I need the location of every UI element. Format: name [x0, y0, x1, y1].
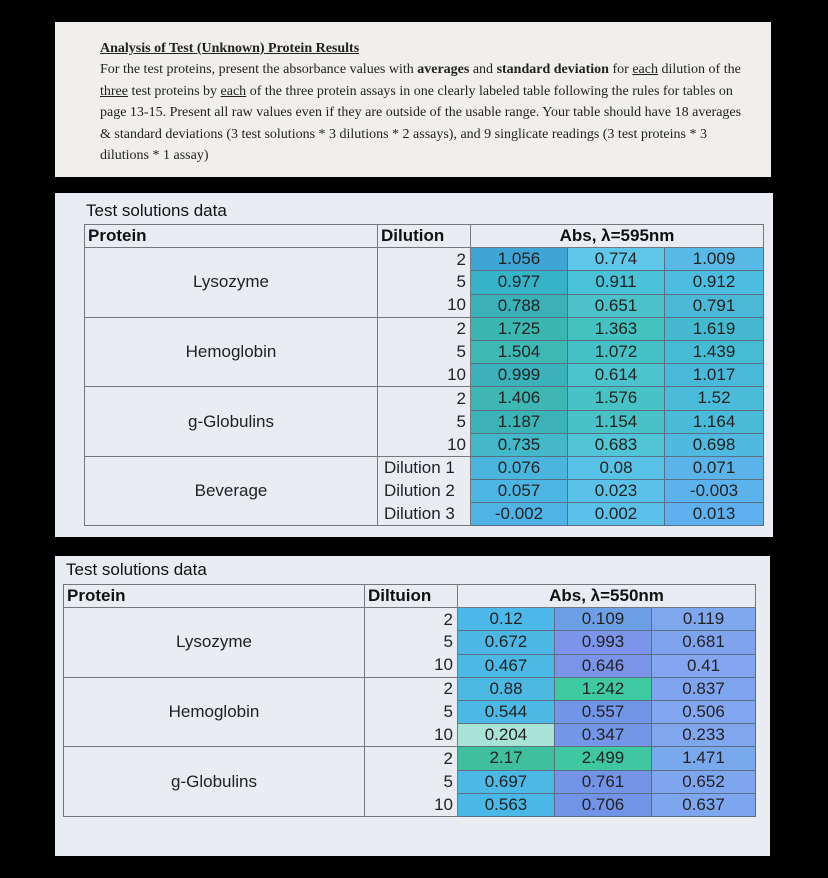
dilution-cell: 10 [365, 654, 458, 677]
spreadsheet-595nm [55, 193, 773, 537]
abs-value-cell: 0.683 [568, 433, 665, 456]
abs-value-cell: 0.788 [471, 294, 568, 317]
abs-value-cell: 1.363 [568, 317, 665, 340]
abs-value-cell: 0.698 [665, 433, 764, 456]
abs-value-cell: 0.002 [568, 503, 665, 526]
protein-header: Protein [85, 225, 378, 248]
abs-value-cell: 0.652 [652, 770, 756, 793]
table-row [64, 747, 756, 770]
abs-value-cell: 0.999 [471, 364, 568, 387]
table-row [64, 677, 756, 700]
abs-value-cell: 1.072 [568, 340, 665, 363]
protein-name: g-Globulins [85, 387, 378, 457]
abs-value-cell: 1.406 [471, 387, 568, 410]
abs-value-cell: 0.347 [555, 724, 652, 747]
protein-header: Protein [64, 585, 365, 608]
abs-value-cell: 0.993 [555, 631, 652, 654]
instructions-text-segment: averages [417, 62, 470, 78]
dilution-cell: 10 [365, 724, 458, 747]
abs-value-cell: 1.164 [665, 410, 764, 433]
dilution-cell: 2 [378, 317, 471, 340]
instructions-text-segment: dilution of the [657, 62, 741, 78]
abs-value-cell: 0.506 [652, 700, 756, 723]
abs-value-cell: 1.504 [471, 340, 568, 363]
protein-name: Hemoglobin [64, 677, 365, 747]
abs-value-cell: 0.12 [458, 608, 555, 631]
abs-value-cell: 1.52 [665, 387, 764, 410]
abs-value-cell: 0.646 [555, 654, 652, 677]
abs-value-cell: 1.009 [665, 248, 764, 271]
dilution-cell: 10 [365, 793, 458, 816]
abs-595-table [84, 224, 764, 526]
dilution-cell: 2 [365, 677, 458, 700]
dilution-cell: 2 [378, 248, 471, 271]
abs-value-cell: 0.761 [555, 770, 652, 793]
abs-value-cell: 1.439 [665, 340, 764, 363]
abs-value-cell: 1.725 [471, 317, 568, 340]
abs-value-cell: 1.471 [652, 747, 756, 770]
dilution-cell: 5 [365, 631, 458, 654]
table-row [85, 387, 764, 410]
abs-value-cell: 0.614 [568, 364, 665, 387]
abs-header: Abs, λ=550nm [458, 585, 756, 608]
abs-value-cell: 0.563 [458, 793, 555, 816]
instructions-text-segment: for [608, 62, 633, 78]
table-row [64, 608, 756, 631]
abs-value-cell: 0.977 [471, 271, 568, 294]
abs-value-cell: 0.911 [568, 271, 665, 294]
abs-value-cell: 0.912 [665, 271, 764, 294]
abs-value-cell: 0.057 [471, 480, 568, 503]
abs-value-cell: 1.242 [555, 677, 652, 700]
abs-value-cell: 0.706 [555, 793, 652, 816]
abs-value-cell: 1.576 [568, 387, 665, 410]
abs-value-cell: 0.233 [652, 724, 756, 747]
abs-value-cell: 0.697 [458, 770, 555, 793]
dilution-cell: Dilution 1 [378, 456, 471, 479]
dilution-cell: 2 [378, 387, 471, 410]
instructions-text-segment: and [469, 62, 497, 78]
protein-name: g-Globulins [64, 747, 365, 817]
abs-value-cell: 1.056 [471, 248, 568, 271]
abs-value-cell: -0.002 [471, 503, 568, 526]
abs-value-cell: 1.187 [471, 410, 568, 433]
instructions-text-segment: of the three protein assays in one clearly labeled table following the rules for tables on page 13-15. Present all raw values even if they are outside of the usable range. Your table should have 18 averages & standard deviations (3 test solutions * 3 dilutions * 2 assays), and 9 singlicate readings (3 test proteins * 3 dilutions * 1 assay) [100, 83, 742, 164]
abs-value-cell: 1.154 [568, 410, 665, 433]
instructions-text-segment: each [632, 62, 658, 78]
abs-value-cell: 0.071 [665, 456, 764, 479]
instructions-text-segment: test proteins by [127, 83, 221, 99]
protein-name: Lysozyme [85, 248, 378, 318]
dilution-header: Dilution [378, 225, 471, 248]
abs-value-cell: 0.204 [458, 724, 555, 747]
dilution-cell: Dilution 3 [378, 503, 471, 526]
abs-value-cell: 1.017 [665, 364, 764, 387]
abs-value-cell: 0.735 [471, 433, 568, 456]
instructions-paper [55, 22, 771, 177]
dilution-cell: 5 [365, 700, 458, 723]
abs-value-cell: 0.637 [652, 793, 756, 816]
abs-value-cell: 0.544 [458, 700, 555, 723]
dilution-cell: 5 [378, 271, 471, 294]
protein-name: Hemoglobin [85, 317, 378, 387]
abs-value-cell: 0.109 [555, 608, 652, 631]
instructions-text-segment: For the test proteins, present the absorbance values with [100, 62, 418, 78]
header-row [85, 225, 764, 248]
abs-value-cell: 0.837 [652, 677, 756, 700]
instructions-title: Analysis of Test (Unknown) Protein Results [100, 41, 360, 56]
table-row [85, 456, 764, 479]
abs-value-cell: 0.013 [665, 503, 764, 526]
abs-value-cell: 0.557 [555, 700, 652, 723]
dilution-cell: 5 [378, 340, 471, 363]
abs-value-cell: 0.681 [652, 631, 756, 654]
dilution-cell: 5 [378, 410, 471, 433]
instructions-text-segment: standard deviation [496, 62, 609, 78]
abs-value-cell: 0.41 [652, 654, 756, 677]
abs-value-cell: 1.619 [665, 317, 764, 340]
sheet-title: Test solutions data [86, 201, 227, 220]
abs-value-cell: 0.88 [458, 677, 555, 700]
instructions-text-segment: three [100, 83, 128, 99]
dilution-cell: 10 [378, 433, 471, 456]
instructions-text-segment: each [220, 83, 247, 99]
sheet-title: Test solutions data [66, 560, 207, 579]
abs-value-cell: 0.119 [652, 608, 756, 631]
abs-value-cell: 2.17 [458, 747, 555, 770]
table-row [85, 317, 764, 340]
abs-550-table [63, 584, 756, 817]
dilution-cell: 10 [378, 294, 471, 317]
protein-name: Lysozyme [64, 608, 365, 678]
abs-value-cell: 0.774 [568, 248, 665, 271]
abs-header: Abs, λ=595nm [471, 225, 764, 248]
dilution-header: Diltuion [365, 585, 458, 608]
dilution-cell: 5 [365, 770, 458, 793]
abs-value-cell: 2.499 [555, 747, 652, 770]
abs-value-cell: 0.076 [471, 456, 568, 479]
header-row [64, 585, 756, 608]
abs-value-cell: 0.08 [568, 456, 665, 479]
abs-value-cell: 0.023 [568, 480, 665, 503]
abs-value-cell: 0.672 [458, 631, 555, 654]
dilution-cell: 2 [365, 747, 458, 770]
abs-value-cell: 0.467 [458, 654, 555, 677]
dilution-cell: 2 [365, 608, 458, 631]
dilution-cell: 10 [378, 364, 471, 387]
dilution-cell: Dilution 2 [378, 480, 471, 503]
abs-value-cell: 0.791 [665, 294, 764, 317]
abs-value-cell: -0.003 [665, 480, 764, 503]
protein-name: Beverage [85, 456, 378, 526]
spreadsheet-550nm [55, 556, 770, 856]
abs-value-cell: 0.651 [568, 294, 665, 317]
instructions-body [100, 59, 751, 166]
table-row [85, 248, 764, 271]
